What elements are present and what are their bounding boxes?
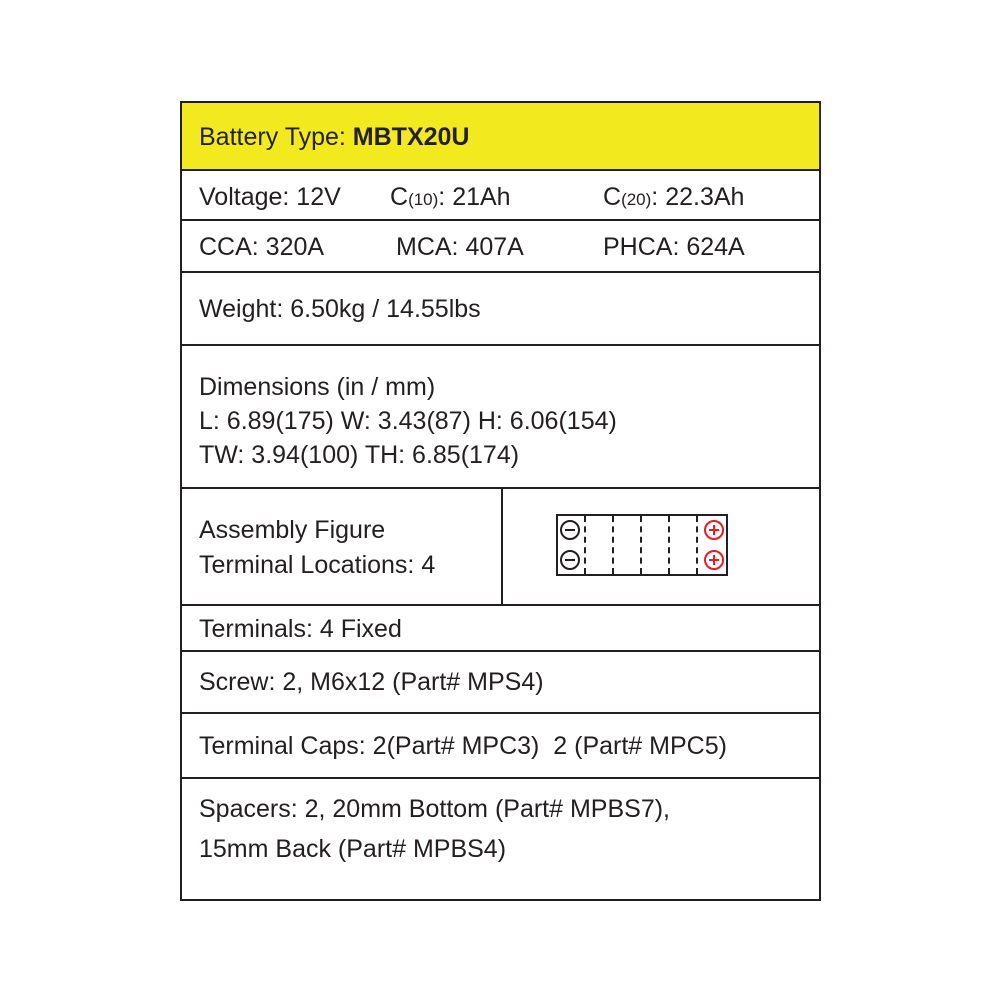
c20-prefix: C bbox=[603, 183, 622, 211]
positive-terminal-icon bbox=[704, 520, 724, 540]
terminal-caps-row bbox=[182, 714, 819, 779]
dimensions-row bbox=[182, 346, 819, 489]
battery-type-label: Battery Type: bbox=[199, 123, 353, 151]
battery-type-row bbox=[182, 103, 819, 171]
c10-subscript: (10) bbox=[408, 190, 439, 209]
phca-value: PHCA: 624A bbox=[603, 233, 745, 261]
cell-divider bbox=[696, 516, 698, 574]
mca-value: MCA: 407A bbox=[396, 233, 524, 261]
spacers-row bbox=[182, 779, 819, 899]
battery-spec-card bbox=[180, 101, 821, 901]
positive-terminal-icon bbox=[704, 550, 724, 570]
dimensions-heading: Dimensions (in / mm) bbox=[199, 373, 436, 401]
battery-type-value: MBTX20U bbox=[352, 123, 470, 151]
terminal-locations-label: Terminal Locations: 4 bbox=[199, 551, 436, 579]
battery-type-title bbox=[199, 125, 469, 150]
cranking-amps-row bbox=[182, 221, 819, 273]
voltage-value: Voltage: 12V bbox=[199, 183, 341, 211]
dimensions-line-2: TW: 3.94(100) TH: 6.85(174) bbox=[199, 441, 520, 469]
negative-terminal-icon bbox=[560, 550, 580, 570]
screw-row bbox=[182, 652, 819, 714]
terminals-row bbox=[182, 606, 819, 652]
weight-value: Weight: 6.50kg / 14.55lbs bbox=[199, 295, 481, 323]
cell-divider bbox=[612, 516, 614, 574]
spacers-line-1: Spacers: 2, 20mm Bottom (Part# MPBS7), bbox=[199, 795, 670, 823]
capacity-c20 bbox=[603, 185, 744, 210]
spacers-line-2: 15mm Back (Part# MPBS4) bbox=[199, 835, 507, 863]
c20-subscript: (20) bbox=[621, 190, 652, 209]
cell-divider bbox=[668, 516, 670, 574]
negative-terminal-icon bbox=[560, 520, 580, 540]
assembly-figure-label: Assembly Figure bbox=[199, 516, 386, 544]
cell-divider bbox=[584, 516, 586, 574]
battery-assembly-figure bbox=[556, 514, 728, 576]
voltage-capacity-row bbox=[182, 171, 819, 221]
terminal-caps-value: Terminal Caps: 2(Part# MPC3) 2 (Part# MPC5) bbox=[199, 732, 727, 760]
weight-row bbox=[182, 273, 819, 346]
terminals-value: Terminals: 4 Fixed bbox=[199, 615, 402, 643]
cell-divider bbox=[640, 516, 642, 574]
capacity-c10 bbox=[390, 185, 511, 210]
c20-value: : 22.3Ah bbox=[651, 183, 745, 211]
screw-value: Screw: 2, M6x12 (Part# MPS4) bbox=[199, 668, 544, 696]
assembly-row bbox=[182, 489, 819, 606]
c10-value: : 21Ah bbox=[438, 183, 511, 211]
dimensions-line-1: L: 6.89(175) W: 3.43(87) H: 6.06(154) bbox=[199, 407, 617, 435]
assembly-divider bbox=[501, 489, 503, 604]
c10-prefix: C bbox=[390, 183, 409, 211]
cca-value: CCA: 320A bbox=[199, 233, 325, 261]
